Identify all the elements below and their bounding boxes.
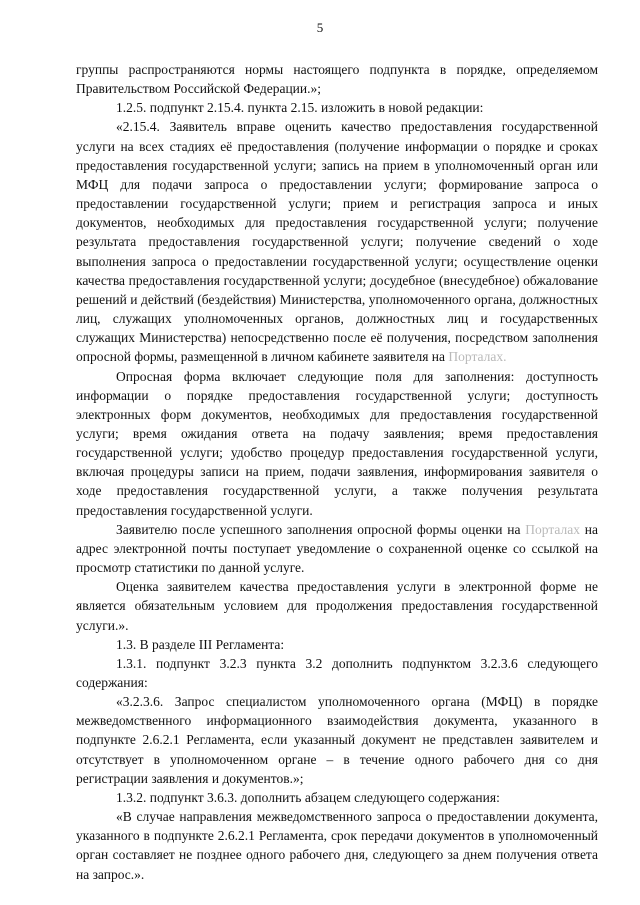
paragraph-text: на адрес электронной почты поступает уведомление о сохраненной оценке со ссылкой на просмотр статистики по данной услуге.: [76, 521, 598, 576]
paragraph-text: 1.3. В разделе III Регламента:: [116, 636, 285, 652]
paragraph: [76, 692, 598, 788]
paragraph-text: Заявителю после успешного заполнения опросной формы оценки на: [116, 521, 526, 537]
paragraph: [76, 367, 598, 520]
paragraph-text: Оценка заявителем качества предоставления услуги в электронной форме не является обязательным условием для продолжения предоставления государственной услуги.».: [76, 579, 598, 633]
paragraph: [76, 98, 598, 117]
portal-reference: Порталах.: [448, 349, 507, 365]
paragraph-text: «2.15.4. Заявитель вправе оценить качество предоставления государственной услуги на всех стадиях её предоставления (получение информации о порядке и сроках предоставления государственной услуги; запись на прием в уполномоченный орган или МФЦ для подачи запроса о предоставлении услуги; формирование запроса о предоставлении государственной услуги; прием и регистрация запроса и иных документов, необходимых для предоставления государственной услуги; получение результата предоставления государственной услуги; получение сведений о ходе выполнения запроса о предоставлении государственной услуги; осуществление оценки качества предоставления государственной услуги; досудебное (внесудебное) обжалование решений и действий (бездействия) Министерства, уполномоченного органа, должностных лиц, служащих уполномоченных органов, должностных лиц и государственных служащих Министерства) непосредственно после её получения, посредством заполнения опросной формы, размещенной в личном кабинете заявителя на: [76, 119, 598, 365]
paragraph: [76, 654, 598, 692]
paragraph: [76, 635, 598, 654]
portal-reference: Порталах: [525, 521, 580, 537]
paragraph-text: 1.3.1. подпункт 3.2.3 пункта 3.2 дополнить подпунктом 3.2.3.6 следующего содержания:: [76, 655, 598, 690]
paragraph: [76, 788, 598, 807]
paragraph-text: 1.2.5. подпункт 2.15.4. пункта 2.15. изложить в новой редакции:: [116, 100, 484, 116]
paragraph: [76, 117, 598, 366]
page-number: 5: [316, 20, 324, 35]
paragraph: [76, 520, 598, 577]
paragraph-text: Опросная форма включает следующие поля для заполнения: доступность информации о порядке предоставления государственной услуги; доступность электронных форм документов, необходимых для предоставления государственной услуги; время ожидания ответа на подачу заявления; время предоставления государственной услуги; удобство процедур предоставления государственной услуги, включая процедуры записи на прием, подачи заявления, информирования заявителя о ходе предоставления государственной услуги, а также получения результата предоставления государственной услуги.: [76, 368, 598, 518]
paragraph-text: 1.3.2. подпункт 3.6.3. дополнить абзацем следующего содержания:: [116, 789, 500, 805]
paragraph: [76, 807, 598, 884]
paragraph-text: «В случае направления межведомственного запроса о предоставлении документа, указанного в подпункте 2.6.2.1 Регламента, срок передачи документов в уполномоченный орган составляет не позднее одного рабочего дня, следующего за днем получения ответа на запрос.».: [76, 809, 598, 882]
paragraph: [76, 60, 598, 98]
paragraph-text: «3.2.3.6. Запрос специалистом уполномоченного органа (МФЦ) в порядке межведомственного информационного взаимодействия документа, указанного в подпункте 2.6.2.1 Регламента, если указанный документ не представлен заявителем и отсутствует в уполномоченном органе – в течение одного рабочего дня со дня регистрации заявления и документов.»;: [76, 694, 598, 786]
paragraph-text: группы распространяются нормы настоящего подпункта в порядке, определяемом Правительством Российской Федерации.»;: [76, 62, 598, 97]
paragraph: [76, 577, 598, 634]
document-body: [76, 60, 598, 884]
